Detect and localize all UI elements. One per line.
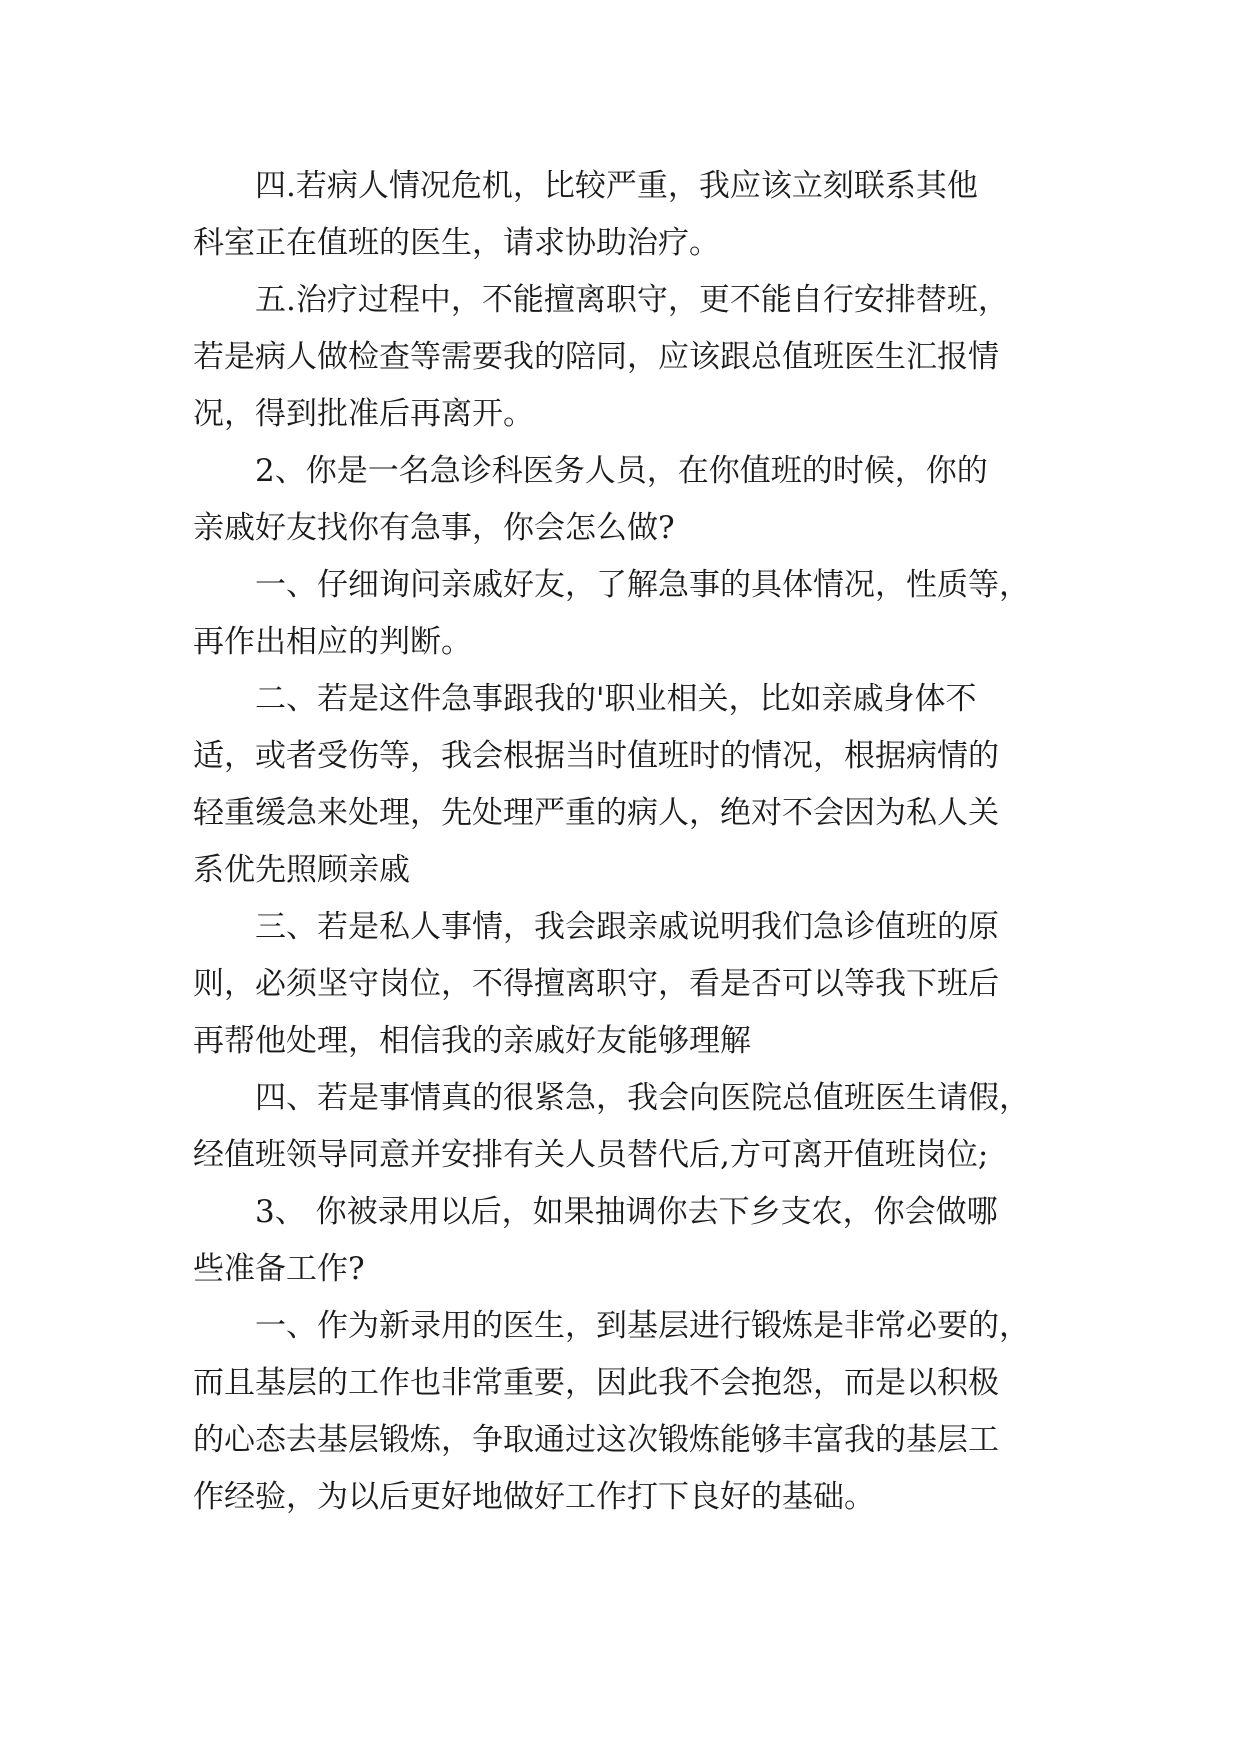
- text-line: 亲戚好友找你有急事，你会怎么做?: [193, 510, 675, 546]
- text-line: 3、 你被录用以后，如果抽调你去下乡支农，你会做哪: [255, 1194, 998, 1230]
- text-line: 再帮他处理，相信我的亲戚好友能够理解: [193, 1023, 751, 1059]
- text-line: 三、若是私人事情，我会跟亲戚说明我们急诊值班的原: [255, 909, 999, 945]
- text-line: 再作出相应的判断。: [193, 624, 472, 660]
- text-line: 2、你是一名急诊科医务人员，在你值班的时候，你的: [255, 453, 988, 489]
- text-line: 适，或者受伤等，我会根据当时值班时的情况，根据病情的: [193, 738, 999, 774]
- text-line: 系优先照顾亲戚: [193, 852, 410, 888]
- text-line: 若是病人做检查等需要我的陪同，应该跟总值班医生汇报情: [193, 339, 999, 375]
- text-line: 而且基层的工作也非常重要，因此我不会抱怨，而是以积极: [193, 1365, 999, 1401]
- text-line: 一、仔细询问亲戚好友，了解急事的具体情况，性质等，: [255, 567, 1030, 603]
- text-line: 科室正在值班的医生，请求协助治疗。: [193, 225, 720, 261]
- text-line: 况，得到批准后再离开。: [193, 396, 534, 432]
- text-line: 四、若是事情真的很紧急，我会向医院总值班医生请假，: [255, 1080, 1030, 1116]
- text-line: 的心态去基层锻炼，争取通过这次锻炼能够丰富我的基层工: [193, 1422, 999, 1458]
- text-line: 作经验，为以后更好地做好工作打下良好的基础。: [193, 1479, 875, 1515]
- text-line: 轻重缓急来处理，先处理严重的病人，绝对不会因为私人关: [193, 795, 999, 831]
- text-line: 一、作为新录用的医生，到基层进行锻炼是非常必要的，: [255, 1308, 1030, 1344]
- text-line: 经值班领导同意并安排有关人员替代后,方可离开值班岗位;: [193, 1137, 989, 1173]
- text-line: 四.若病人情况危机，比较严重，我应该立刻联系其他: [255, 168, 978, 204]
- text-line: 二、若是这件急事跟我的'职业相关，比如亲戚身体不: [255, 681, 977, 717]
- text-line: 些准备工作?: [193, 1251, 365, 1287]
- text-line: 则，必须坚守岗位，不得擅离职守，看是否可以等我下班后: [193, 966, 999, 1002]
- text-line: 五.治疗过程中，不能擅离职守，更不能自行安排替班，: [255, 282, 1009, 318]
- document-body: [193, 158, 1073, 1526]
